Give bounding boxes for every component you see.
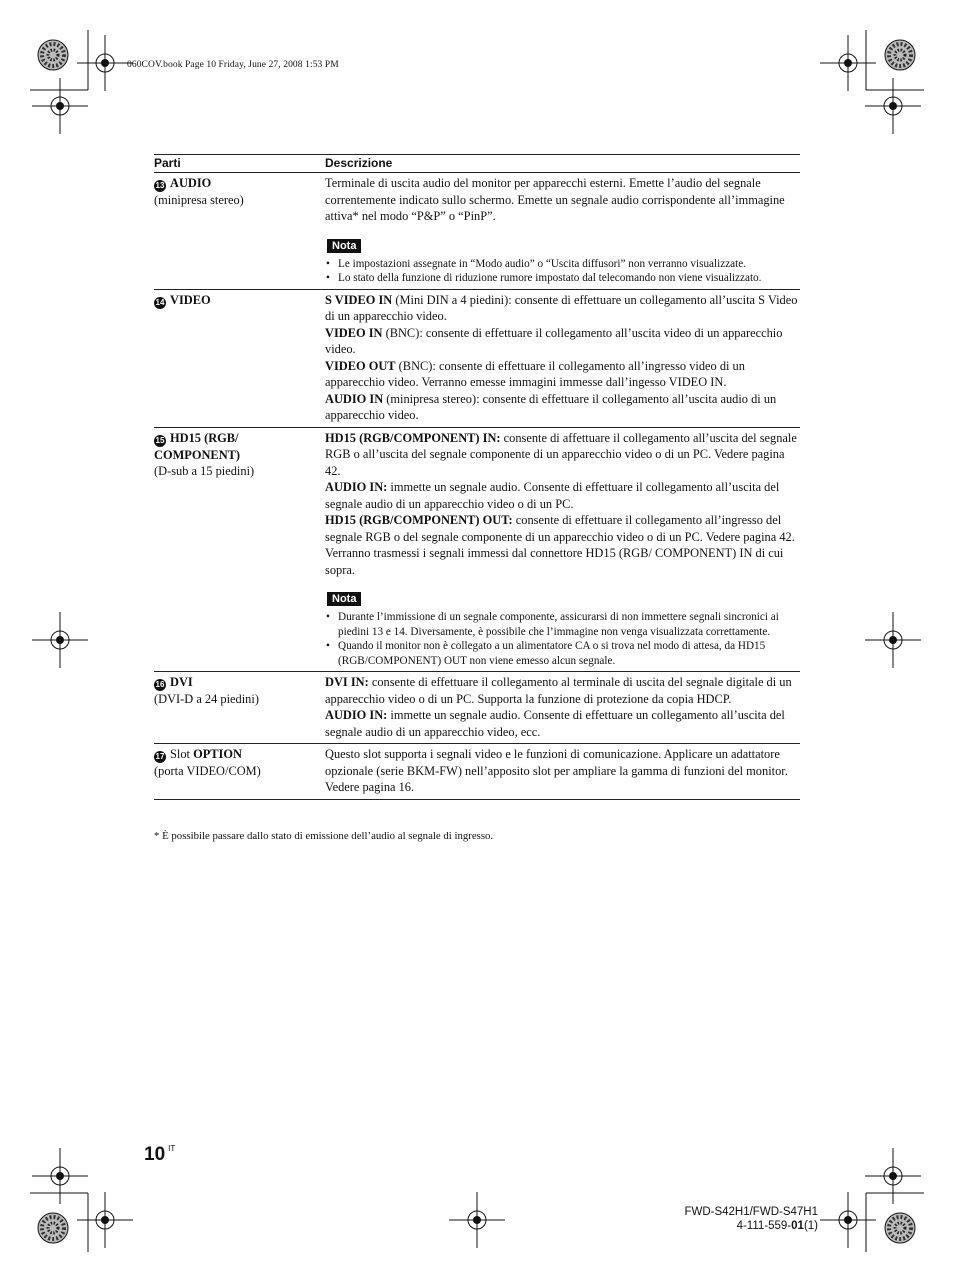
notes-list [325, 610, 800, 668]
list-item: • Durante l’immissione di un segnale componente, assicurarsi di non immettere segnali sincronici ai piedini 13 e 14. Diversamente, è possibile che l’immagine non venga visualizzata correttamente. [325, 610, 800, 639]
list-item: • Le impostazioni assegnate in “Modo audio” o “Uscita diffusori” non verranno visualizzate. [325, 257, 800, 272]
desc-item-term: AUDIO IN: [325, 708, 388, 722]
desc-item-text: immette un segnale audio. Consente di effettuare un collegamento all’uscita del segnale audio di un apparecchio video, ecc. [325, 708, 785, 739]
list-item: • Lo stato della funzione di riduzione rumore impostato dal telecomando non viene visualizzato. [325, 271, 800, 286]
desc-item-text: consente di effettuare il collegamento all’ingresso del segnale RGB o del segnale componente di un apparecchio video o di un PC. Vedere pagina 42. Verranno trasmessi i segnali immessi dal connettore HD15 (RGB/ COMPONENT) IN di cui sopra. [325, 513, 795, 577]
desc-item [325, 512, 800, 578]
list-item: • Quando il monitor non è collegato a un alimentatore CA o si trova nel modo di attesa, da HD15 (RGB/COMPONENT) OUT non viene emesso alcun segnale. [325, 639, 800, 668]
table-row [154, 744, 800, 800]
part-name: VIDEO [170, 292, 211, 307]
desc-item-term: VIDEO OUT [325, 358, 396, 373]
desc-item [325, 479, 800, 512]
table-header [154, 155, 800, 173]
table-row [154, 173, 800, 290]
part-code-suffix: (1) [803, 1220, 818, 1232]
table-row [154, 290, 800, 428]
item-number-badge: 15 [155, 435, 165, 445]
desc-item-term: HD15 (RGB/COMPONENT) OUT: [325, 513, 513, 527]
part-description: Terminale di uscita audio del monitor per apparecchi esterni. Emette l’audio del segnale correntemente indicato sullo schermo. Emette un segnale audio corrispondente all’immagine attiva* nel modo “P&P” o “PinP”. [325, 176, 785, 223]
desc-item-text: (BNC): consente di effettuare il collegamento all’ingresso video di un apparecchio video. Verranno emesse immagini immesse dall’ingesso VIDEO IN. [325, 358, 745, 389]
notes-list [325, 257, 800, 286]
item-number-badge: 13 [155, 181, 165, 190]
desc-item-term: AUDIO IN: [325, 480, 388, 494]
page-number [144, 1144, 175, 1166]
item-number-badge: 17 [155, 752, 165, 761]
desc-item-term: VIDEO IN [325, 325, 383, 340]
item-number-badge: 16 [155, 680, 165, 689]
desc-item-text: (BNC): consente di effettuare il collegamento all’uscita video di un apparecchio video. [325, 325, 783, 356]
desc-item-term: HD15 (RGB/COMPONENT) IN: [325, 430, 501, 445]
table-row [154, 428, 800, 673]
part-name: AUDIO [170, 176, 212, 190]
desc-item [325, 707, 800, 740]
desc-item-term: AUDIO IN [325, 391, 384, 406]
desc-item-text: (minipresa stereo): consente di effettuare il collegamento all’uscita audio di un apparecchio video. [325, 391, 777, 422]
part-subtitle: (DVI-D a 24 piedini) [154, 692, 259, 706]
part-subtitle: (porta VIDEO/COM) [154, 764, 261, 778]
parts-table [154, 154, 800, 800]
part-name: DVI [170, 675, 193, 689]
desc-item-term: S VIDEO IN [325, 292, 393, 307]
desc-item [325, 292, 800, 325]
desc-item-text: (Mini DIN a 4 piedini): consente di effettuare un collegamento all’uscita S Video di un apparecchio video. [325, 292, 798, 323]
part-code [684, 1219, 818, 1233]
col-parts-header: Parti [154, 156, 181, 170]
desc-item [325, 325, 800, 358]
part-prefix: Slot [170, 747, 194, 761]
footnote: * È possibile passare dallo stato di emissione dell’audio al segnale di ingresso. [154, 830, 494, 842]
part-subtitle: (D-sub a 15 piedini) [154, 464, 255, 478]
part-code-prefix: 4-111-559- [736, 1220, 792, 1232]
col-desc-header: Descrizione [325, 156, 393, 170]
desc-item [325, 358, 800, 391]
model-names: FWD-S42H1/FWD-S47H1 [684, 1206, 818, 1218]
part-name-continued: COMPONENT) [154, 447, 241, 462]
page-number-value: 10 [144, 1144, 166, 1165]
table-row [154, 672, 800, 744]
desc-item [325, 674, 800, 707]
desc-item-text: consente di effettuare il collegamento al terminale di uscita del segnale digitale di un apparecchio video o di un PC. Supporta la funzione di protezione da copia HDCP. [325, 675, 792, 706]
desc-item-text: consente di affettuare il collegamento all’uscita del segnale RGB o all’uscita del segnale componente di un apparecchio video o di un PC. Vedere pagina 42. [325, 430, 797, 478]
part-subtitle: (minipresa stereo) [154, 193, 244, 207]
nota-label: Nota [327, 239, 361, 253]
desc-item-text: immette un segnale audio. Consente di effettuare il collegamento all’uscita del segnale audio di un apparecchio video o di un PC. [325, 480, 780, 511]
part-description: Questo slot supporta i segnali video e le funzioni di comunicazione. Applicare un adattatore opzionale (serie BKM-FW) nell’apposito slot per ampliare la gamma di funzioni del monitor. Vedere pagina 16. [325, 747, 788, 794]
desc-item-term: DVI IN: [325, 675, 369, 689]
page-language-code: IT [168, 1144, 176, 1153]
part-name: OPTION [193, 747, 242, 761]
book-info-header: 060COV.book Page 10 Friday, June 27, 2008 1:53 PM [127, 60, 339, 70]
item-number-badge: 14 [155, 297, 165, 307]
model-code-block [684, 1205, 818, 1233]
nota-label: Nota [327, 592, 361, 606]
part-name: HD15 (RGB/ [170, 430, 239, 445]
part-code-bold: 01 [791, 1220, 804, 1232]
desc-item [325, 430, 800, 480]
desc-item [325, 391, 800, 424]
